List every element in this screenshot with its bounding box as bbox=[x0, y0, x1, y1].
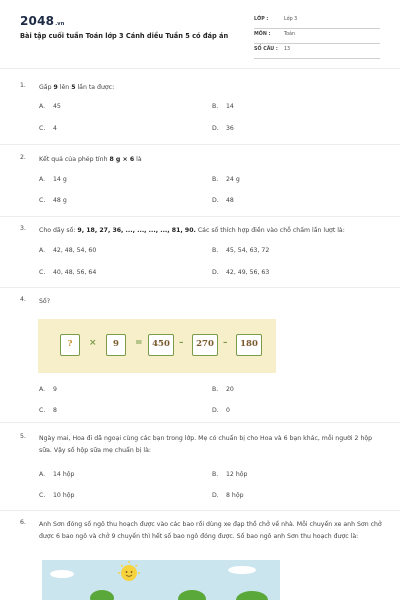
option-c[interactable]: C. 4 bbox=[39, 125, 57, 132]
question-text: Ngày mai, Hoa đi dã ngoại cùng các bạn trong lớp. Mẹ có chuẩn bị cho Hoa và 6 bạn khác, mỗi người 2 hộp sữa. Vậy số hộp sữa mẹ chuẩn bị là: bbox=[39, 435, 373, 454]
question-number: 3. bbox=[20, 225, 26, 232]
option-a[interactable]: A. 14 g bbox=[39, 176, 67, 183]
question-5 bbox=[20, 433, 382, 513]
option-d[interactable]: D. 48 bbox=[212, 197, 234, 204]
header-divider bbox=[0, 68, 400, 69]
question-divider bbox=[0, 510, 400, 511]
meta-subject bbox=[254, 29, 380, 44]
farm-illustration bbox=[42, 560, 280, 600]
question-3 bbox=[20, 225, 382, 285]
option-a[interactable]: A. 14 hộp bbox=[39, 471, 75, 478]
question-text: Số? bbox=[39, 298, 50, 305]
option-b[interactable]: B. 12 hộp bbox=[212, 471, 248, 478]
meta-value: Toán bbox=[284, 32, 296, 37]
option-c[interactable]: C. 48 g bbox=[39, 197, 67, 204]
question-number: 1. bbox=[20, 82, 26, 89]
equation-image bbox=[38, 319, 276, 373]
option-b[interactable]: B. 45, 54, 63, 72 bbox=[212, 247, 270, 254]
site-logo[interactable]: 2048.vn bbox=[20, 14, 65, 28]
option-d[interactable]: D. 8 hộp bbox=[212, 492, 244, 499]
question-number: 6. bbox=[20, 519, 26, 526]
question-divider bbox=[0, 216, 400, 217]
question-number: 4. bbox=[20, 296, 26, 303]
question-number: 5. bbox=[20, 433, 26, 440]
question-6 bbox=[20, 519, 382, 559]
meta-class bbox=[254, 14, 380, 29]
option-a[interactable]: A. 9 bbox=[39, 386, 57, 393]
question-number: 2. bbox=[20, 154, 26, 161]
question-1 bbox=[20, 82, 382, 142]
document-header bbox=[0, 0, 400, 62]
question-text: Cho dãy số: 9, 18, 27, 36, ..., ..., ..., ..., 81, 90. Các số thích hợp điền vào chỗ chấm lần lượt là: bbox=[39, 227, 345, 234]
question-text: Gấp 9 lên 5 lần ta được: bbox=[39, 84, 115, 91]
equation-cell-unknown: ? bbox=[60, 334, 80, 356]
equals-sign: = bbox=[135, 338, 143, 348]
minus-sign: – bbox=[179, 338, 184, 348]
option-c[interactable]: C. 40, 48, 56, 64 bbox=[39, 269, 97, 276]
equation-cell: 180 bbox=[236, 334, 262, 356]
meta-key: MÔN : bbox=[254, 32, 271, 37]
multiply-sign: × bbox=[89, 338, 97, 348]
option-b[interactable]: B. 20 bbox=[212, 386, 234, 393]
option-a[interactable]: A. 45 bbox=[39, 103, 61, 110]
question-divider bbox=[0, 144, 400, 145]
document-title: Bài tập cuối tuần Toán lớp 3 Cánh diều Tuần 5 có đáp án bbox=[20, 32, 229, 40]
option-a[interactable]: A. 42, 48, 54, 60 bbox=[39, 247, 97, 254]
meta-value: 13 bbox=[284, 47, 291, 52]
option-d[interactable]: D. 36 bbox=[212, 125, 234, 132]
meta-value: Lớp 3 bbox=[284, 17, 298, 22]
option-c[interactable]: C. 8 bbox=[39, 407, 57, 414]
farm-scene bbox=[42, 560, 280, 600]
equation-cell: 450 bbox=[148, 334, 174, 356]
equation-cell: 9 bbox=[106, 334, 126, 356]
option-c[interactable]: C. 10 hộp bbox=[39, 492, 75, 499]
option-b[interactable]: B. 14 bbox=[212, 103, 234, 110]
option-b[interactable]: B. 24 g bbox=[212, 176, 240, 183]
question-text: Anh Sơn đóng số ngô thu hoạch được vào các bao rồi dùng xe đạp thồ chở về nhà. Mỗi chuyến xe anh Sơn chở được 6 bao ngô và chở 9 chuyến thì hết số bao ngô đóng được. Số bao ngô anh Sơn thu hoạch được là: bbox=[39, 521, 382, 540]
option-d[interactable]: D. 0 bbox=[212, 407, 230, 414]
meta-key: LỚP : bbox=[254, 17, 269, 22]
question-divider bbox=[0, 287, 400, 288]
minus-sign: – bbox=[223, 338, 228, 348]
meta-question-count bbox=[254, 44, 380, 59]
equation-cell: 270 bbox=[192, 334, 218, 356]
meta-key: SỐ CÂU : bbox=[254, 47, 278, 52]
question-text: Kết quả của phép tính 8 g × 6 là bbox=[39, 156, 142, 163]
question-2 bbox=[20, 154, 382, 214]
equation-chain bbox=[38, 319, 276, 373]
question-divider bbox=[0, 422, 400, 423]
option-d[interactable]: D. 42, 49, 56, 63 bbox=[212, 269, 270, 276]
